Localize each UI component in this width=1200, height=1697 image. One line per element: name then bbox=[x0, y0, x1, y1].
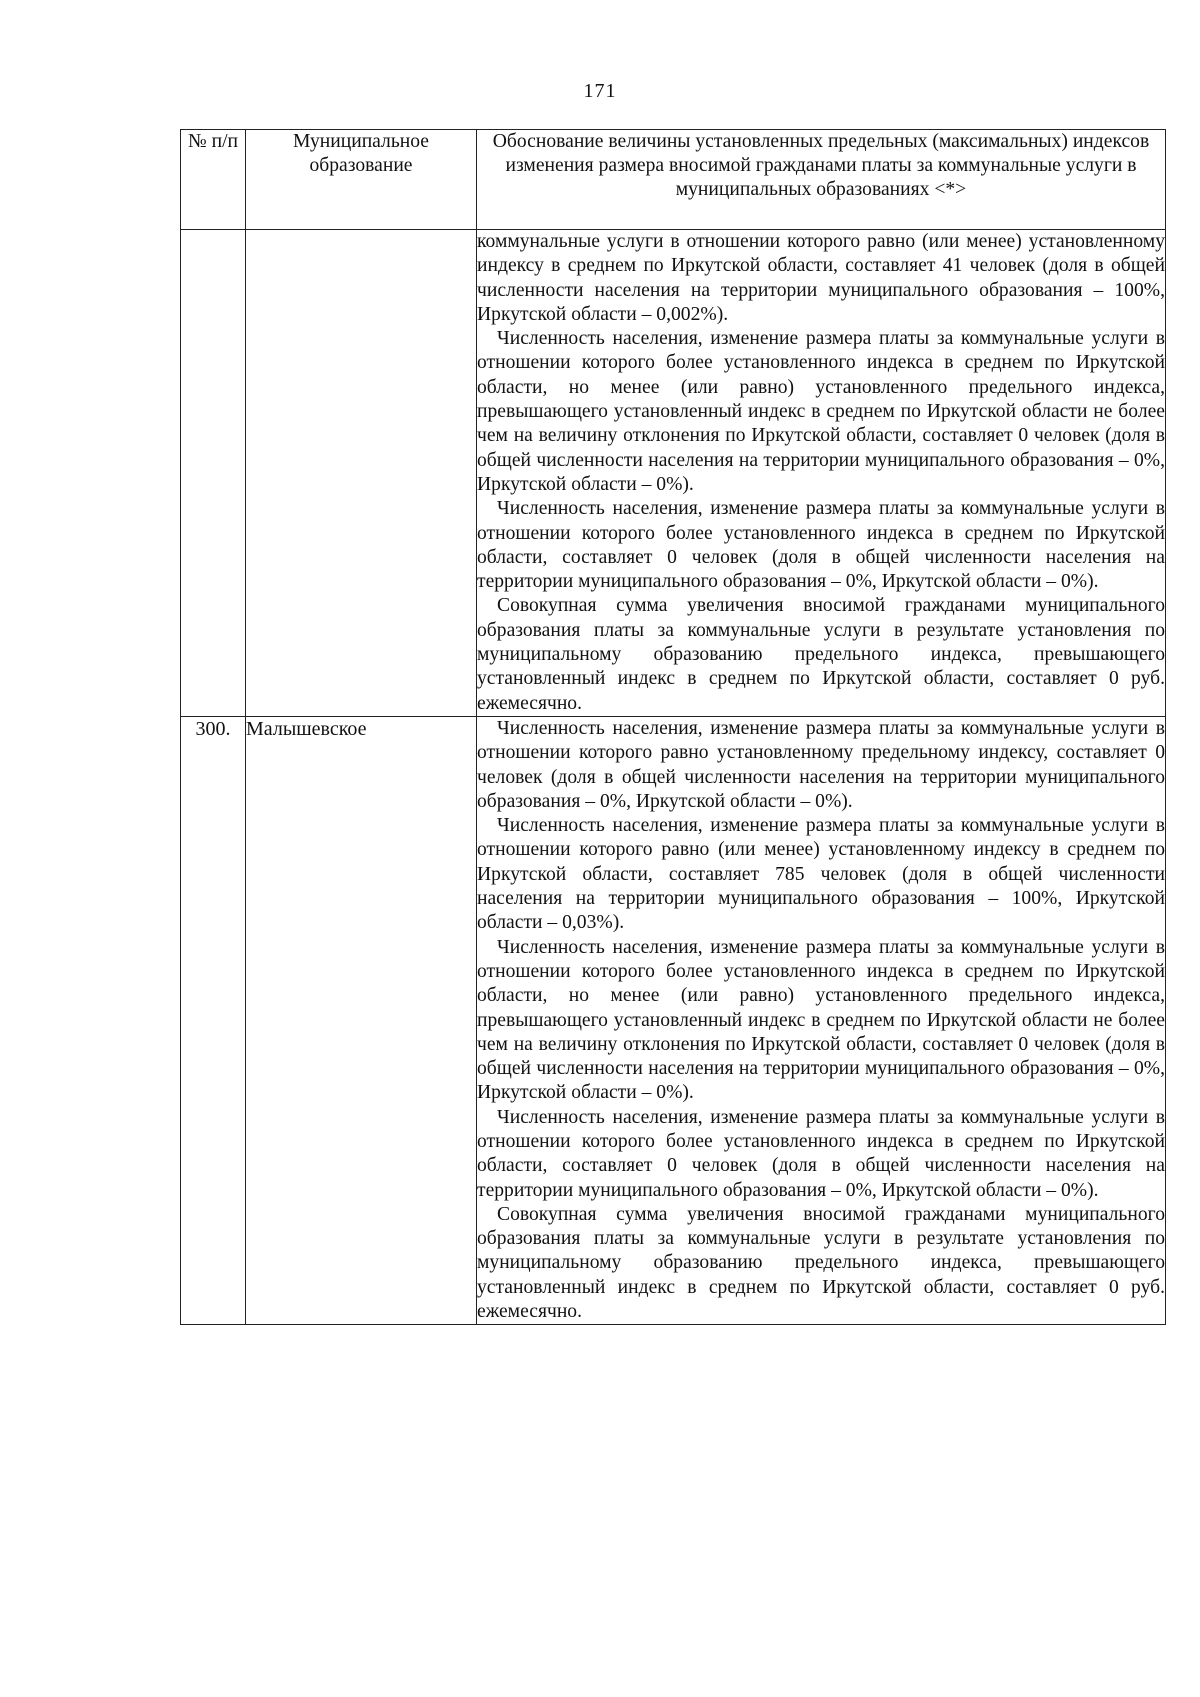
row-number bbox=[181, 230, 246, 717]
justification-paragraph: Численность населения, изменение размера платы за коммунальные услуги в отношении которого более установленного индекса в среднем по Иркутской области, но менее (или равно) установленного предельного индекса, превышающего установленный индекс в среднем по Иркутской области не более чем на величину отклонения по Иркутской области, составляет 0 человек (доля в общей численности населения на территории муниципального образования – 0%, Иркутской области – 0%). bbox=[477, 328, 1165, 495]
justification-paragraph: Совокупная сумма увеличения вносимой гражданами муниципального образования платы за коммунальные услуги в результате установления по муниципальному образованию предельного индекса, превышающего установленный индекс в среднем по Иркутской области, составляет 0 руб. ежемесячно. bbox=[477, 1203, 1165, 1323]
page-number: 171 bbox=[583, 80, 617, 102]
header-justification: Обоснование величины установленных предельных (максимальных) индексов изменения размера вносимой гражданами платы за коммунальные услуги в муниципальных образованиях <*> bbox=[477, 130, 1166, 230]
table-header-row bbox=[181, 130, 1166, 230]
municipality-name bbox=[246, 230, 477, 717]
justification-paragraph: Численность населения, изменение размера платы за коммунальные услуги в отношении которого равно установленному предельному индексу, составляет 0 человек (доля в общей численности населения на территории муниципального образования – 0%, Иркутской области – 0%). bbox=[477, 717, 1165, 812]
table-row bbox=[181, 716, 1166, 1324]
justification-paragraph: Численность населения, изменение размера платы за коммунальные услуги в отношении которого более установленного индекса в среднем по Иркутской области, но менее (или равно) установленного предельного индекса, превышающего установленный индекс в среднем по Иркутской области не более чем на величину отклонения по Иркутской области, составляет 0 человек (доля в общей численности населения на территории муниципального образования – 0%, Иркутской области – 0%). bbox=[477, 936, 1165, 1104]
header-municipality: Муниципальное образование bbox=[246, 130, 477, 230]
header-num: № п/п bbox=[181, 130, 246, 230]
justification-paragraph: коммунальные услуги в отношении которого равно (или менее) установленному индексу в среднем по Иркутской области, составляет 41 человек (доля в общей численности населения на территории муниципального образования – 100%, Иркутской области – 0,002%). bbox=[477, 231, 1165, 325]
justification-paragraph: Численность населения, изменение размера платы за коммунальные услуги в отношении которого равно (или менее) установленному индексу в среднем по Иркутской области, составляет 785 человек (доля в общей численности населения на территории муниципального образования – 100%, Иркутской области – 0,03%). bbox=[477, 815, 1165, 934]
justification-cell bbox=[477, 230, 1166, 717]
municipality-name: Малышевское bbox=[246, 716, 477, 1324]
justification-cell bbox=[477, 716, 1166, 1324]
justification-paragraph: Совокупная сумма увеличения вносимой гражданами муниципального образования платы за коммунальные услуги в результате установления по муниципальному образованию предельного индекса, превышающего установленный индекс в среднем по Иркутской области, составляет 0 руб. ежемесячно. bbox=[477, 595, 1165, 714]
table-row bbox=[181, 230, 1166, 717]
justification-paragraph: Численность населения, изменение размера платы за коммунальные услуги в отношении которого более установленного индекса в среднем по Иркутской области, составляет 0 человек (доля в общей численности населения на территории муниципального образования – 0%, Иркутской области – 0%). bbox=[477, 498, 1165, 593]
row-number: 300. bbox=[181, 716, 246, 1324]
justification-table bbox=[180, 129, 1166, 1325]
justification-paragraph: Численность населения, изменение размера платы за коммунальные услуги в отношении которого более установленного индекса в среднем по Иркутской области, составляет 0 человек (доля в общей численности населения на территории муниципального образования – 0%, Иркутской области – 0%). bbox=[477, 1106, 1165, 1201]
